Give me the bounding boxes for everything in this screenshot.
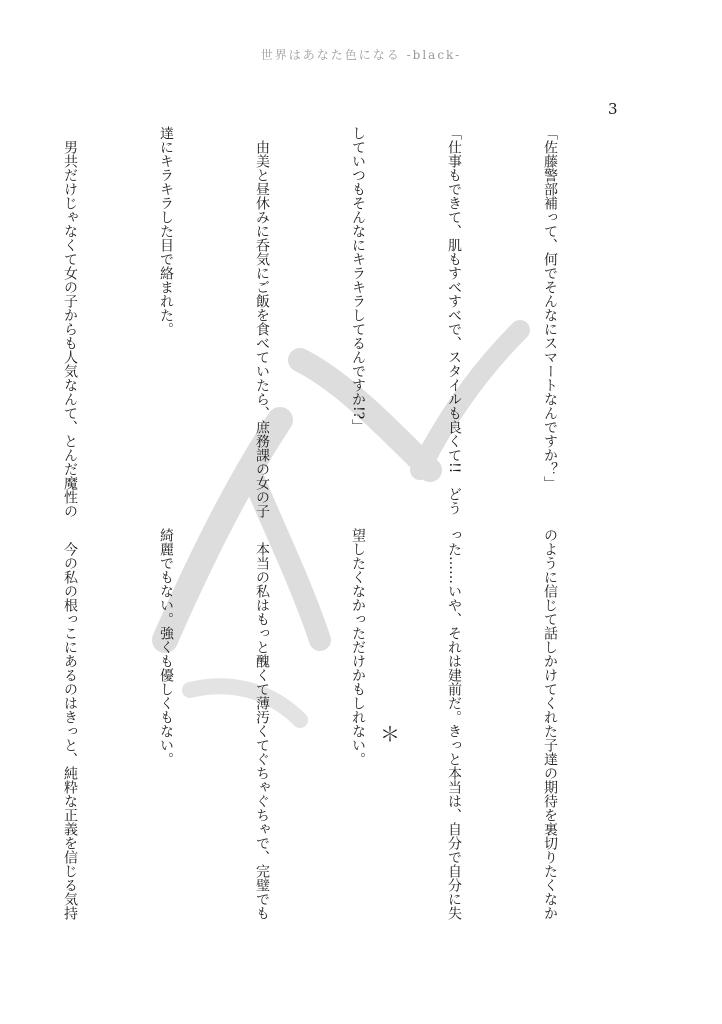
text-line: った……いや、それは建前だ。きっと本当は、自分で自分に失 (446, 528, 462, 920)
text-line: 「佐藤警部補って、何でそんなにスマートなんですか？」 (542, 126, 558, 490)
text-line: 今の私の根っこにあるのはきっと、純粋な正義を信じる気持 (62, 528, 78, 920)
text-line: 達にキラキラした目で絡まれた。 (158, 126, 174, 336)
text-line: 由美と昼休みに呑気にご飯を食べていたら、庶務課の女の子 (254, 126, 270, 518)
text-line: 「仕事もできて、肌もすべすべで、スタイルも良くて!! どう (446, 126, 462, 516)
text-line: 綺麗でもない。強くも優しくもない。 (158, 528, 174, 766)
running-header: 世界はあなた色になる -black- (260, 48, 462, 62)
text-line: 望したくなかっただけかもしれない。 (350, 528, 366, 766)
page-number: 3 (608, 100, 618, 118)
text-line: のように信じて話しかけてくれた子達の期待を裏切りたくなか (542, 528, 558, 920)
text-line: 本当の私はもっと醜くて薄汚くてぐちゃぐちゃで、完璧でも (254, 528, 270, 920)
scene-break-asterisk: ＊ (380, 722, 400, 746)
text-line: 男共だけじゃなくて女の子からも人気なんて、とんだ魔性の (62, 126, 78, 518)
bottom-text-block (0, 528, 630, 942)
top-text-block (0, 126, 630, 518)
text-line: していつもそんなにキラキラしてるんですか!?」 (350, 126, 366, 434)
